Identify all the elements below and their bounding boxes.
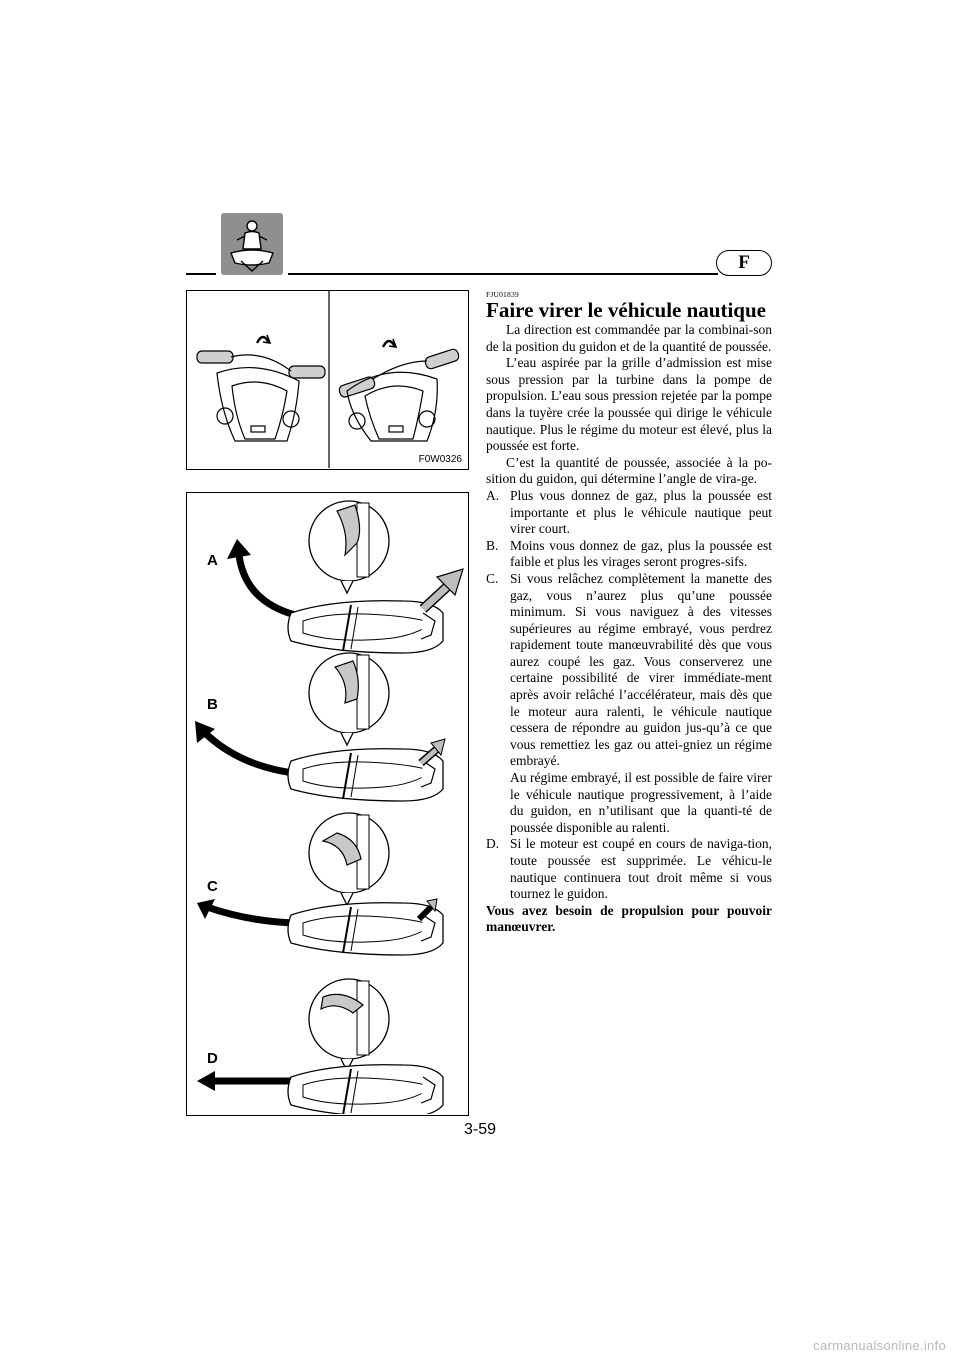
paragraph-3: C’est la quantité de poussée, associée à la po-sition du guidon, qui détermine l’angle de vira-ge. — [486, 454, 772, 487]
paragraph-1: La direction est commandée par la combinai-son de la position du guidon et de la quantité de poussée. — [486, 322, 772, 354]
list-item-a: A. Plus vous donnez de gaz, plus la poussée est importante et plus le véhicule nautique peut virer court. — [486, 487, 772, 537]
handlebar-straight-drawing — [197, 335, 325, 441]
body-column — [486, 322, 772, 936]
label-d: D — [207, 1050, 218, 1067]
handlebar-turned-drawing — [338, 339, 460, 441]
header-rule-right — [288, 273, 718, 275]
label-b: B — [207, 696, 218, 713]
label-a: A — [207, 552, 218, 569]
language-badge: F — [716, 250, 772, 276]
warning-text: Vous avez besoin de propulsion pour pouvoir manœuvrer. — [486, 902, 772, 935]
section-code: FJU01839 — [486, 290, 519, 299]
jet-ski-rider-icon — [221, 213, 283, 275]
paragraph-2: L’eau aspirée par la grille d’admission est mise sous pression par la turbine dans la pompe de propulsion. L’eau sous pression rejetée par la pompe dans la tuyère crée la poussée qui dirige le véhicule nautique. Plus le régime du moteur est élevé, plus la poussée est forte. — [486, 355, 772, 454]
list-item-c-continued: Au régime embrayé, il est possible de faire virer le véhicule nautique progressivement, à l’aide du guidon, en n’utilisant que la quanti-té de poussée disponible au ralenti. — [510, 770, 772, 835]
thrust-diagram — [186, 492, 469, 1116]
diagram-row-c — [197, 813, 443, 955]
diagram-row-a — [207, 501, 463, 653]
list-item-b: B. Moins vous donnez de gaz, plus la poussée est faible et plus les virages seront progres-sifs. — [486, 537, 772, 570]
diagram-row-b — [195, 653, 445, 801]
watermark: carmanualsonline.info — [813, 1338, 946, 1353]
figure-code: F0W0326 — [418, 454, 462, 465]
section-title: Faire virer le véhicule nautique — [486, 298, 766, 322]
label-c: C — [207, 878, 218, 895]
list-item-d: D. Si le moteur est coupé en cours de naviga-tion, toute poussée est supprimée. Le véhicu-le nautique continuera tout droit même si vous tournez le guidon. — [486, 836, 772, 902]
section-badge — [221, 213, 283, 275]
page-number: 3-59 — [463, 1121, 497, 1138]
diagram-row-d — [197, 979, 443, 1114]
handlebar-figure — [186, 290, 469, 470]
header-rule-left — [186, 273, 216, 275]
list-item-c: C. Si vous relâchez complètement la manette des gaz, vous n’aurez plus qu’une poussée minimum. Si vous naviguez à des vitesses supérieures au régime embrayé, vous perdrez rapidement toute manœuvrabilité dès que vous aurez coupé les gaz. Vous conserverez une certaine possibilité de virer immédiate-ment après avoir relâché l’accélérateur, mais dès que le moteur aura ralenti, le véhicule nautique cessera de répondre au guidon jus-qu’à ce que vous remettiez les gaz ou attei-gniez un régime embrayé. — [486, 570, 772, 769]
